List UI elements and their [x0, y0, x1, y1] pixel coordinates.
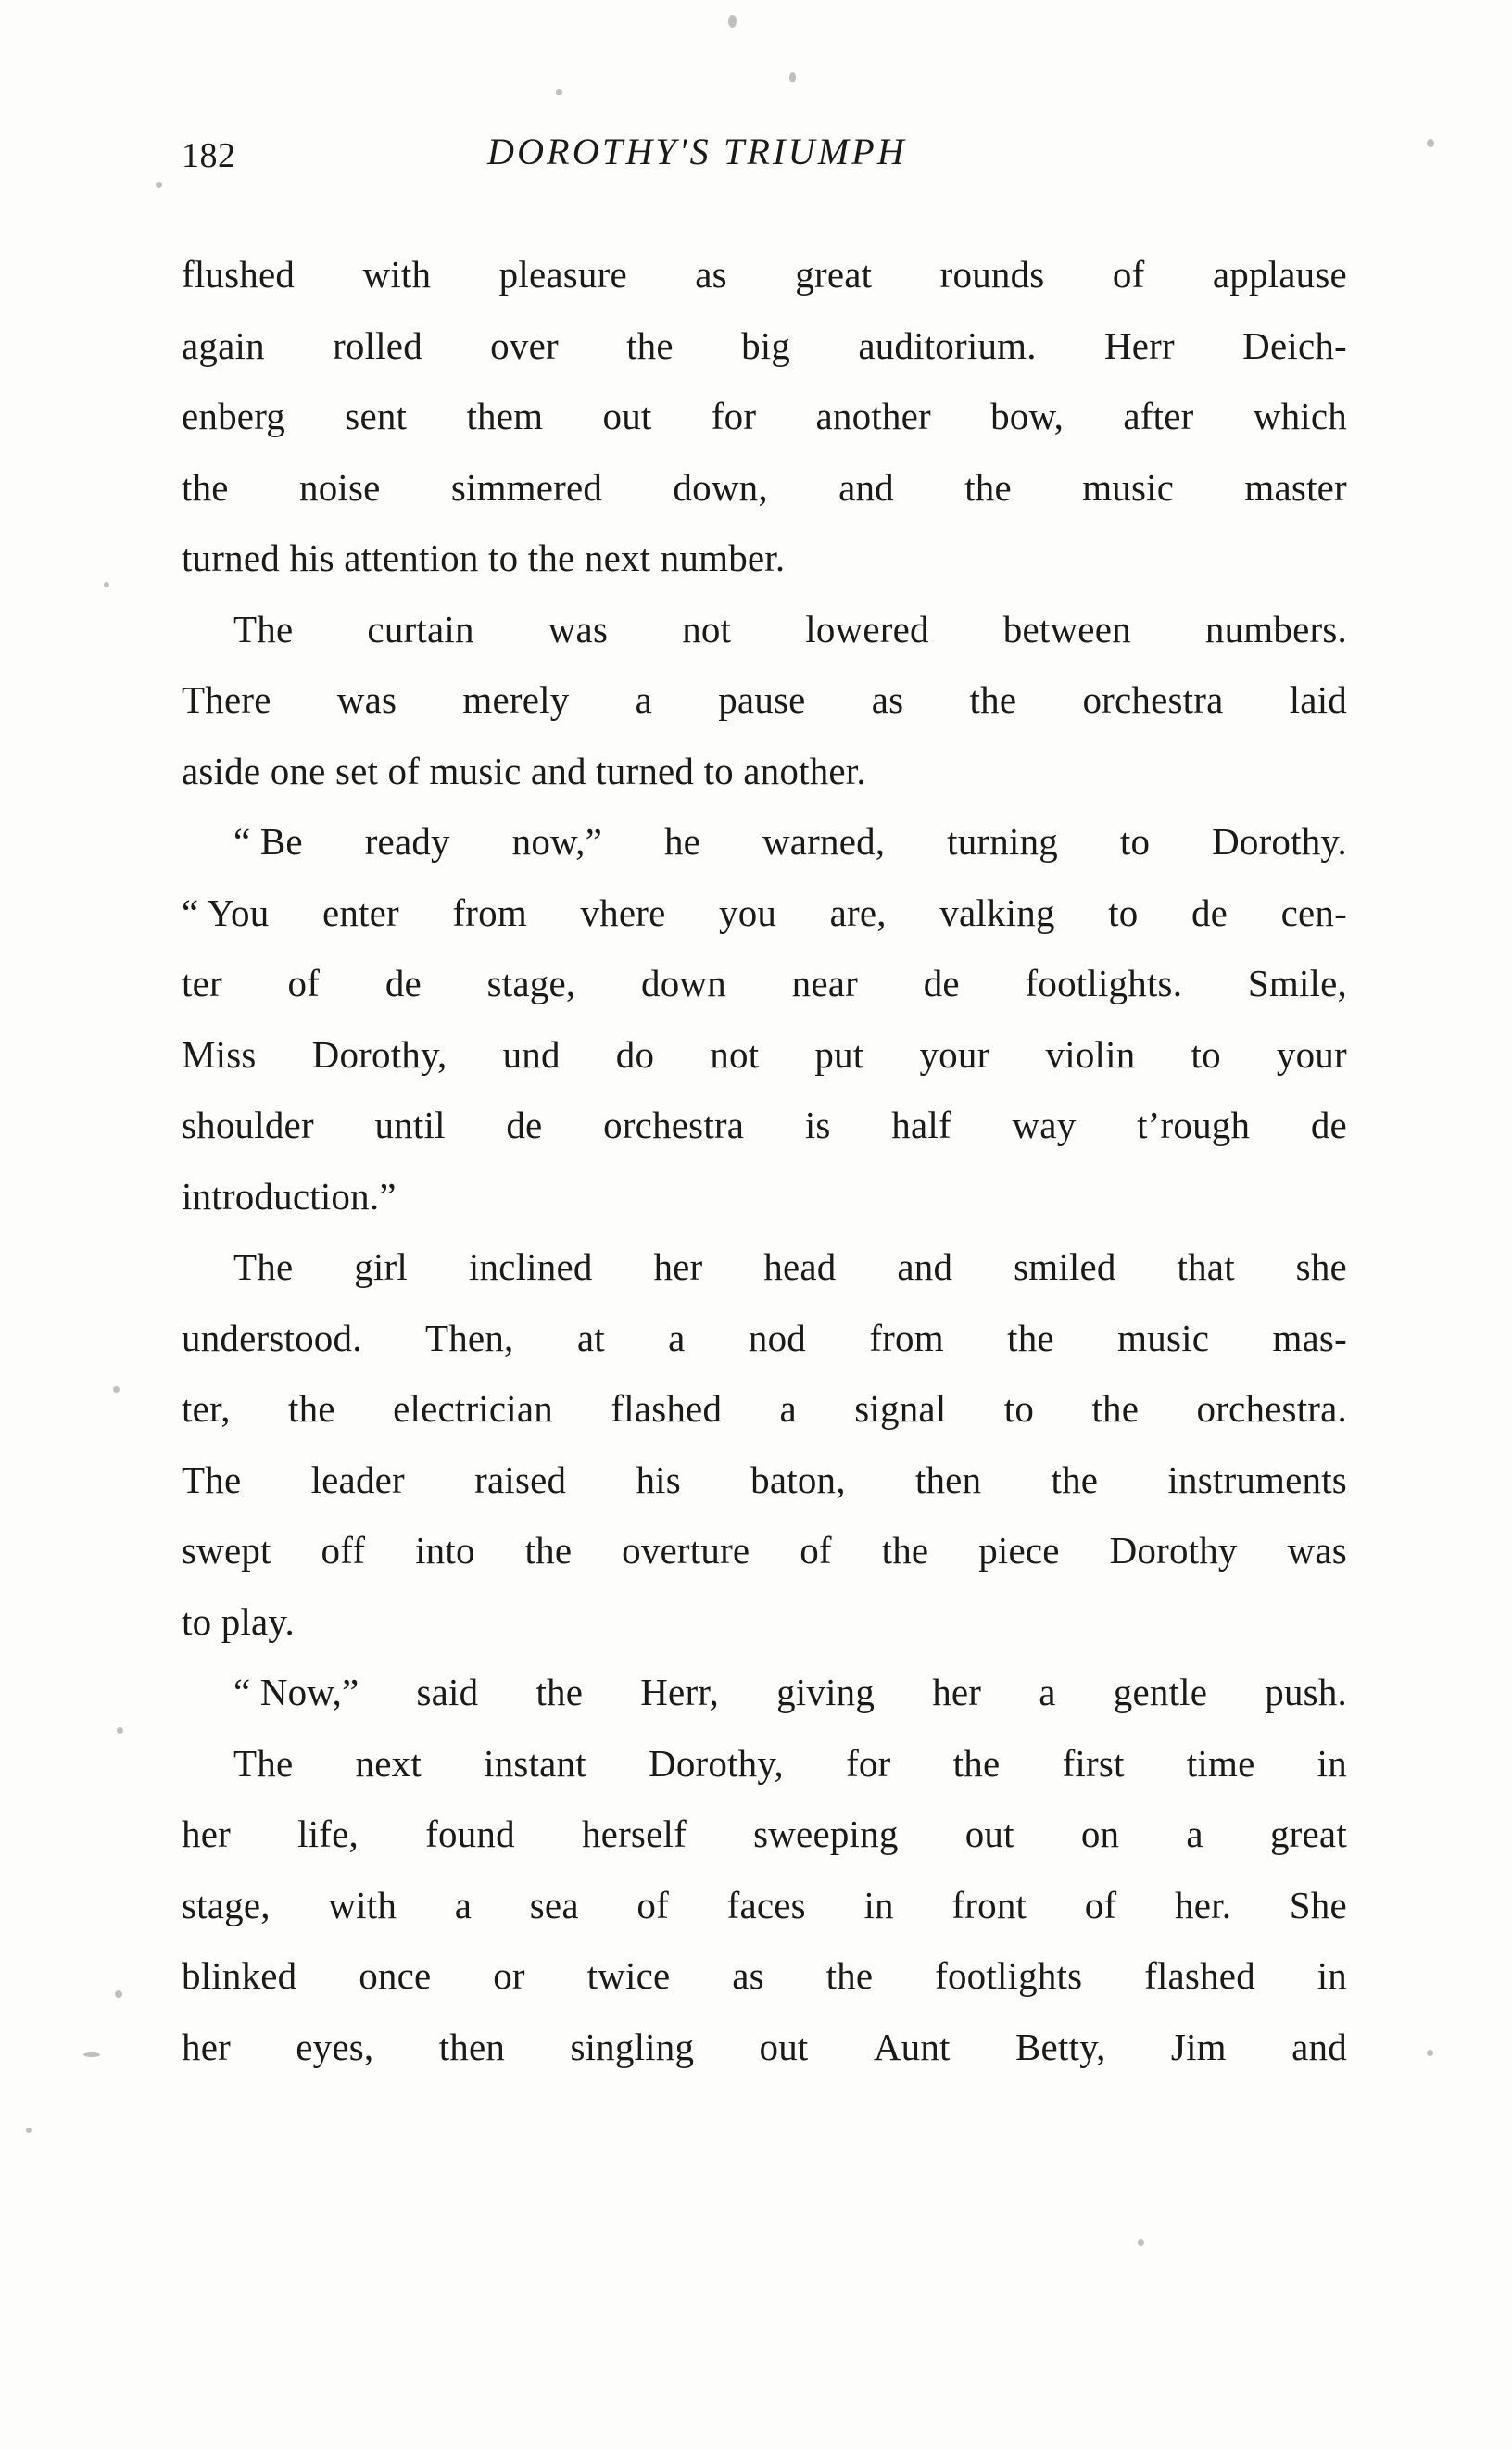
text-line: [182, 1515, 1347, 1586]
text-word: with: [362, 253, 432, 296]
text-word: applause: [1212, 253, 1347, 296]
text-line: [233, 806, 1347, 878]
text-word: was: [1287, 1529, 1347, 1572]
text-word: signal: [854, 1387, 947, 1430]
text-word: her: [653, 1245, 703, 1288]
text-line: [182, 239, 1347, 310]
scan-speck: [1138, 2239, 1144, 2246]
text-word: the: [524, 1529, 573, 1572]
text-line: [233, 594, 1347, 665]
text-word: you: [719, 890, 777, 934]
text-word: ter: [182, 962, 222, 1004]
text-word: the: [288, 1387, 335, 1430]
text-word: until: [374, 1104, 446, 1146]
text-word: into: [415, 1529, 475, 1572]
text-word: another: [815, 395, 931, 437]
text-word: flashed: [611, 1387, 723, 1430]
text-word: the: [1007, 1316, 1054, 1359]
text-word: not: [682, 607, 732, 650]
text-word: “ Now,”: [233, 1671, 359, 1713]
text-word: There: [182, 678, 271, 721]
text-word: her: [182, 2025, 231, 2068]
text-word: inclined: [468, 1245, 593, 1288]
text-word: rounds: [939, 253, 1045, 296]
text-word: ter,: [182, 1387, 231, 1430]
text-word: blinked: [182, 1954, 297, 1997]
text-word: as: [732, 1954, 764, 1997]
text-word: the: [825, 1954, 874, 1997]
text-line: turned his attention to the next number.: [182, 537, 786, 579]
text-word: giving: [776, 1671, 876, 1713]
text-line: [233, 1231, 1347, 1303]
text-word: merely: [462, 678, 570, 721]
text-word: The: [182, 1458, 242, 1501]
text-word: turning: [947, 820, 1058, 863]
text-word: enberg: [182, 395, 286, 437]
text-word: your: [1276, 1032, 1347, 1076]
text-word: on: [1080, 1812, 1120, 1855]
scan-speck: [83, 2052, 100, 2057]
text-word: near: [791, 962, 859, 1004]
scan-speck: [556, 89, 562, 95]
text-word: push.: [1265, 1671, 1347, 1713]
text-word: was: [548, 607, 609, 650]
text-word: down,: [673, 465, 768, 509]
text-word: her.: [1175, 1883, 1232, 1926]
text-line: [182, 1373, 1347, 1445]
text-word: und: [502, 1032, 561, 1076]
text-word: of: [1112, 253, 1145, 296]
text-word: footlights: [935, 1954, 1083, 1997]
text-word: a: [1039, 1671, 1056, 1713]
text-word: She: [1289, 1883, 1347, 1926]
text-word: flushed: [182, 253, 296, 296]
text-word: de: [384, 962, 422, 1004]
text-word: Betty,: [1014, 2025, 1106, 2068]
text-word: then: [914, 1458, 982, 1501]
text-word: life,: [297, 1812, 359, 1855]
text-word: footlights.: [1025, 962, 1183, 1004]
text-word: violin: [1045, 1032, 1136, 1076]
text-word: not: [710, 1032, 760, 1076]
scan-speck: [789, 72, 796, 82]
text-word: next: [355, 1741, 422, 1785]
text-word: and: [897, 1245, 953, 1288]
text-word: sent: [345, 395, 408, 437]
text-word: is: [804, 1104, 831, 1146]
text-word: de: [1310, 1104, 1347, 1146]
text-word: great: [795, 253, 873, 296]
text-word: smiled: [1014, 1245, 1116, 1288]
scan-speck: [26, 2128, 32, 2133]
text-word: pause: [718, 678, 806, 721]
text-word: music: [1117, 1316, 1210, 1359]
text-word: way: [1012, 1104, 1077, 1146]
text-word: from: [452, 890, 527, 934]
text-word: numbers.: [1204, 607, 1347, 650]
text-word: stage,: [182, 1883, 271, 1926]
text-word: a: [1186, 1812, 1203, 1855]
text-word: shoulder: [182, 1104, 314, 1146]
text-word: the: [1051, 1458, 1099, 1501]
text-word: in: [1317, 1954, 1347, 1997]
text-word: the: [964, 465, 1012, 509]
text-word: master: [1244, 465, 1347, 509]
text-word: after: [1123, 395, 1194, 437]
text-word: in: [1317, 1741, 1347, 1785]
text-word: a: [779, 1387, 797, 1430]
text-line: [233, 1657, 1347, 1728]
text-word: piece: [978, 1529, 1060, 1572]
text-word: girl: [354, 1245, 408, 1288]
text-line: [182, 1870, 1347, 1941]
scan-speck: [115, 1990, 122, 1998]
scan-speck: [113, 1386, 120, 1393]
text-word: nod: [748, 1316, 806, 1359]
text-line: to play.: [182, 1599, 295, 1643]
text-word: laid: [1289, 678, 1347, 721]
text-word: The: [233, 607, 294, 650]
text-word: to: [1108, 890, 1139, 934]
text-word: flashed: [1144, 1954, 1255, 1997]
text-word: was: [336, 678, 397, 721]
scan-speck: [104, 582, 109, 587]
text-word: orchestra.: [1196, 1387, 1347, 1430]
text-word: valking: [939, 890, 1055, 934]
text-word: de: [923, 962, 960, 1004]
text-line: [182, 381, 1347, 452]
text-line: [182, 1799, 1347, 1870]
text-word: out: [602, 395, 652, 437]
body-text: [182, 239, 1347, 2082]
text-word: leader: [310, 1458, 405, 1501]
text-word: “ You: [182, 890, 270, 934]
text-word: of: [636, 1883, 669, 1926]
text-word: her: [182, 1812, 231, 1855]
text-word: the: [182, 465, 229, 509]
scan-speck: [156, 182, 162, 188]
text-line: [182, 1445, 1347, 1516]
text-word: overture: [622, 1529, 750, 1572]
text-word: Herr: [1103, 323, 1175, 367]
text-word: of: [1084, 1883, 1117, 1926]
text-word: again: [182, 323, 265, 367]
text-word: once: [359, 1954, 432, 1997]
text-word: first: [1062, 1741, 1125, 1785]
text-word: pleasure: [498, 253, 627, 296]
text-word: for: [711, 395, 757, 437]
text-word: and: [838, 465, 894, 509]
text-word: that: [1177, 1245, 1235, 1288]
text-word: t’rough: [1137, 1104, 1251, 1146]
text-word: warned,: [762, 820, 886, 863]
text-word: “ Be: [233, 820, 303, 863]
text-word: off: [321, 1529, 366, 1572]
text-word: swept: [182, 1529, 271, 1572]
text-word: orchestra: [1082, 678, 1224, 721]
text-word: at: [576, 1316, 605, 1359]
text-word: found: [425, 1812, 515, 1855]
running-head: [182, 130, 1330, 180]
text-word: the: [626, 323, 674, 367]
text-line: [182, 452, 1347, 524]
text-word: Then,: [424, 1316, 514, 1359]
scan-speck: [1427, 2050, 1433, 2056]
text-word: The: [233, 1245, 294, 1288]
text-word: with: [328, 1883, 397, 1926]
text-word: ready: [364, 820, 450, 863]
text-word: auditorium.: [858, 323, 1037, 367]
text-word: de: [1191, 890, 1228, 934]
text-line: introduction.”: [182, 1174, 397, 1218]
text-word: time: [1186, 1741, 1255, 1785]
text-word: a: [668, 1316, 686, 1359]
text-line: [182, 1303, 1347, 1374]
text-word: Aunt: [873, 2025, 951, 2068]
text-word: or: [493, 1954, 525, 1997]
text-word: to: [1119, 820, 1151, 863]
text-word: sweeping: [753, 1812, 899, 1855]
text-word: her: [932, 1671, 982, 1713]
text-word: now,”: [511, 820, 603, 863]
text-word: which: [1253, 395, 1347, 437]
text-word: of: [800, 1529, 832, 1572]
text-line: [233, 1728, 1347, 1800]
text-word: stage,: [486, 962, 576, 1004]
text-word: Jim: [1170, 2025, 1227, 2068]
text-line: [182, 664, 1347, 736]
text-word: Dorothy: [1109, 1529, 1238, 1572]
text-word: orchestra: [603, 1104, 745, 1146]
text-word: Dorothy.: [1212, 820, 1347, 863]
text-word: down: [641, 962, 726, 1004]
text-line: [182, 2012, 1347, 2083]
text-word: cen-: [1280, 890, 1347, 934]
text-word: music: [1082, 465, 1175, 509]
text-word: Miss: [182, 1032, 257, 1076]
text-word: enter: [321, 890, 399, 934]
text-word: eyes,: [296, 2025, 374, 2068]
text-word: he: [663, 820, 701, 863]
text-word: to: [1191, 1032, 1221, 1076]
running-title: DOROTHY'S TRIUMPH: [487, 131, 907, 172]
text-word: singling: [570, 2025, 695, 2068]
text-word: gentle: [1113, 1671, 1208, 1713]
text-word: she: [1295, 1245, 1347, 1288]
text-line: [182, 1940, 1347, 2012]
text-word: the: [881, 1529, 929, 1572]
text-word: simmered: [450, 465, 603, 509]
text-word: mas-: [1272, 1316, 1347, 1359]
scan-speck: [117, 1727, 123, 1734]
text-word: the: [536, 1671, 584, 1713]
text-word: between: [1002, 607, 1131, 650]
text-word: out: [964, 1812, 1014, 1855]
text-word: the: [1091, 1387, 1140, 1430]
text-word: out: [759, 2025, 809, 2068]
text-word: the: [952, 1741, 1001, 1785]
text-word: sea: [529, 1883, 579, 1926]
text-line: [182, 878, 1347, 949]
text-line: [182, 310, 1347, 382]
text-word: put: [814, 1032, 864, 1076]
text-word: do: [615, 1032, 655, 1076]
text-word: curtain: [367, 607, 474, 650]
text-word: rolled: [333, 323, 422, 367]
text-word: as: [695, 253, 727, 296]
text-word: in: [863, 1883, 894, 1926]
page-number: 182: [182, 136, 236, 175]
text-word: great: [1269, 1812, 1347, 1855]
text-word: Dorothy,: [311, 1032, 447, 1076]
text-word: electrician: [393, 1387, 553, 1430]
text-word: a: [454, 1883, 472, 1926]
text-word: from: [869, 1316, 944, 1359]
text-word: lowered: [805, 607, 929, 650]
text-word: Deich-: [1242, 323, 1347, 367]
text-word: a: [635, 678, 653, 721]
text-word: half: [891, 1104, 951, 1146]
text-word: Dorothy,: [649, 1741, 784, 1785]
text-word: said: [416, 1671, 479, 1713]
text-word: bow,: [990, 395, 1065, 437]
text-word: for: [846, 1741, 891, 1785]
text-word: de: [506, 1104, 543, 1146]
scan-speck: [728, 15, 737, 28]
text-word: noise: [299, 465, 381, 509]
text-line: [182, 948, 1347, 1019]
text-word: the: [969, 678, 1017, 721]
text-word: then: [438, 2025, 506, 2068]
text-word: The: [233, 1741, 294, 1785]
text-word: front: [951, 1883, 1027, 1926]
text-word: over: [490, 323, 559, 367]
text-word: instant: [484, 1741, 586, 1785]
scan-speck: [1427, 139, 1434, 147]
text-word: Smile,: [1247, 962, 1347, 1004]
text-line: [182, 1019, 1347, 1091]
text-word: Herr,: [640, 1671, 719, 1713]
text-word: baton,: [750, 1458, 846, 1501]
text-word: your: [919, 1032, 990, 1076]
text-word: vhere: [580, 890, 666, 934]
text-word: herself: [581, 1812, 687, 1855]
text-word: understood.: [182, 1316, 362, 1359]
text-word: big: [741, 323, 791, 367]
text-line: [182, 1090, 1347, 1161]
text-word: as: [871, 678, 904, 721]
text-word: faces: [726, 1883, 806, 1926]
text-word: raised: [474, 1458, 567, 1501]
text-word: are,: [829, 890, 887, 934]
text-word: of: [287, 962, 321, 1004]
text-word: twice: [586, 1954, 671, 1997]
text-line: aside one set of music and turned to another.: [182, 749, 866, 792]
text-word: to: [1003, 1387, 1035, 1430]
text-word: and: [1292, 2025, 1347, 2068]
text-word: head: [763, 1245, 837, 1288]
text-word: them: [466, 395, 544, 437]
text-word: instruments: [1167, 1458, 1347, 1501]
text-word: his: [636, 1458, 681, 1501]
